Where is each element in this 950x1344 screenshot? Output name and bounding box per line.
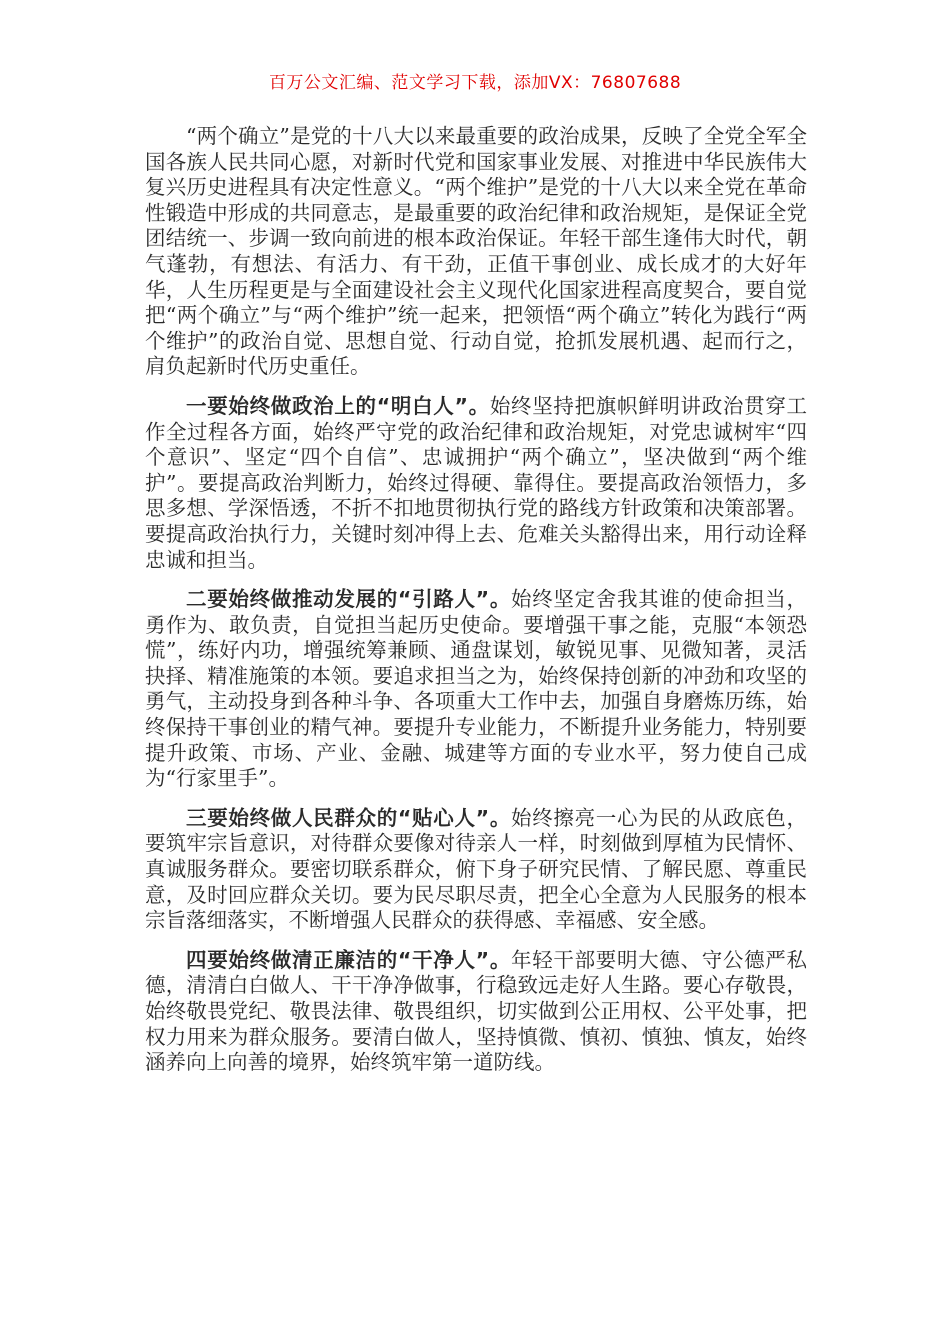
header-banner: 百万公文汇编、范文学习下载，添加VX：76807688 <box>268 73 682 93</box>
paragraph-lead: 一要始终做政治上的“明白人”。 <box>186 393 490 418</box>
paragraph-point-2 <box>145 587 807 792</box>
paragraph-point-1 <box>145 394 807 573</box>
paragraph-text: 始终擦亮一心为民的从政底色，要筑牢宗旨意识，对待群众要像对待亲人一样，时刻做到厚植为民情怀、真诚服务群众。要密切联系群众，俯下身子研究民情、了解民愿、尊重民意，及时回应群众关切。要为民尽职尽责，把全心全意为人民服务的根本宗旨落细落实，不断增强人民群众的获得感、幸福感、安全感。 <box>145 805 808 933</box>
paragraph-intro <box>145 124 807 380</box>
paragraph-text: 始终坚定舍我其谁的使命担当，勇作为、敢负责，自觉担当起历史使命。要增强干事之能，克服“本领恐慌”，练好内功，增强统筹兼顾、通盘谋划，敏锐见事、见微知著，灵活抉择、精准施策的本领。要追求担当之为，始终保持创新的冲劲和攻坚的勇气，主动投身到各种斗争、各项重大工作中去，加强自身磨炼历练，始终保持干事创业的精气神。要提升专业能力，不断提升业务能力，特别要提升政策、市场、产业、金融、城建等方面的专业水平，努力使自己成为“行家里手”。 <box>145 587 808 791</box>
paragraph-lead: 三要始终做人民群众的“贴心人”。 <box>186 805 512 830</box>
document-body <box>145 124 807 1090</box>
paragraph-point-4 <box>145 948 807 1076</box>
paragraph-lead: 四要始终做清正廉洁的“干净人”。 <box>186 947 512 972</box>
paragraph-point-3 <box>145 806 807 934</box>
paragraph-lead: 二要始终做推动发展的“引路人”。 <box>186 587 512 612</box>
paragraph-text: 年轻干部要明大德、守公德严私德，清清白白做人、干干净净做事，行稳致远走好人生路。要心存敬畏，始终敬畏党纪、敬畏法律、敬畏组织，切实做到公正用权、公平处事，把权力用来为群众服务。要清白做人，坚持慎微、慎初、慎独、慎友，始终涵养向上向善的境界，始终筑牢第一道防线。 <box>145 947 808 1075</box>
paragraph-text: 始终坚持把旗帜鲜明讲政治贯穿工作全过程各方面，始终严守党的政治纪律和政治规矩，对党忠诚树牢“四个意识”、坚定“四个自信”、忠诚拥护“两个确立”，坚决做到“两个维护”。要提高政治判断力，始终过得硬、靠得住。要提高政治领悟力，多思多想、学深悟透，不折不扣地贯彻执行党的路线方针政策和决策部署。要提高政治执行力，关键时刻冲得上去、危难关头豁得出来，用行动诠释忠诚和担当。 <box>145 393 808 572</box>
paragraph-text: “两个确立”是党的十八大以来最重要的政治成果，反映了全党全军全国各族人民共同心愿，对新时代党和国家事业发展、对推进中华民族伟大复兴历史进程具有决定性意义。“两个维护”是党的十八大以来全党在革命性锻造中形成的共同意志，是最重要的政治纪律和政治规矩，是保证全党团结统一、步调一致向前进的根本政治保证。年轻干部生逢伟大时代，朝气蓬勃，有想法、有活力、有干劲，正值干事创业、成长成才的大好年华，人生历程更是与全面建设社会主义现代化国家进程高度契合，要自觉把“两个确立”与“两个维护”统一起来，把领悟“两个确立”转化为践行“两个维护”的政治自觉、思想自觉、行动自觉，抢抓发展机遇、起而行之，肩负起新时代历史重任。 <box>145 124 807 379</box>
